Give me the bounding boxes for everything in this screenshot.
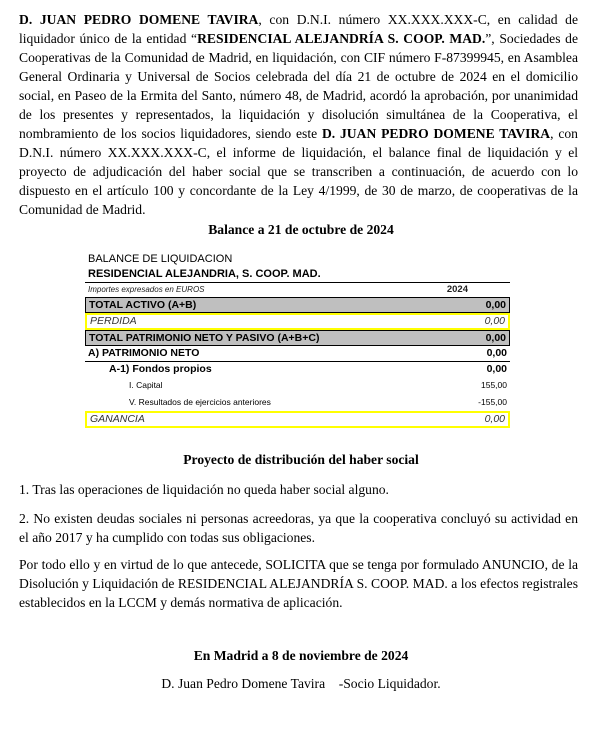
row-label: PERDIDA — [90, 315, 137, 327]
year-column-header: 2024 — [446, 284, 468, 295]
place-date: En Madrid a 8 de noviembre de 2024 — [193, 648, 409, 663]
balance-sheet-table — [85, 252, 510, 428]
row-label: V. Resultados de ejercicios anteriores — [129, 397, 271, 407]
paragraph-3: Por todo ello y en virtud de lo que antecede, SOLICITA que se tenga por formulado ANUNCIO, de la Disolución y Liquidación de RESIDENCIAL ALEJANDRÍA S. COOP. MAD. a los efectos registrales establecidos en la LCCM y demás normativa de aplicación. — [19, 557, 578, 610]
table-row — [85, 346, 510, 362]
row-label: GANANCIA — [90, 413, 145, 425]
signature-line: D. Juan Pedro Domene Tavira -Socio Liquidador. — [161, 676, 441, 691]
table-row — [85, 297, 510, 313]
row-label: TOTAL PATRIMONIO NETO Y PASIVO (A+B+C) — [89, 332, 320, 344]
currency-note: Importes expresados en EUROS — [88, 285, 205, 294]
row-value: 155,00 — [481, 380, 507, 390]
table-row — [85, 411, 510, 428]
balance-header-row — [85, 252, 510, 267]
row-value: 0,00 — [486, 363, 507, 375]
liquidator-name: D. JUAN PEDRO DOMENE TAVIRA — [19, 12, 259, 27]
balance-title: Balance a 21 de octubre de 2024 — [208, 222, 394, 237]
balance-header: BALANCE DE LIQUIDACION — [88, 253, 233, 265]
balance-entity: RESIDENCIAL ALEJANDRIA, S. COOP. MAD. — [88, 268, 321, 280]
row-label: I. Capital — [129, 380, 163, 390]
balance-subheader-row — [85, 282, 510, 297]
entity-name: RESIDENCIAL ALEJANDRÍA S. COOP. MAD. — [197, 31, 486, 46]
paragraph-1: 1. Tras las operaciones de liquidación no queda haber social alguno. — [19, 482, 389, 497]
row-value: 0,00 — [485, 332, 506, 344]
distribution-title: Proyecto de distribución del haber social — [183, 452, 419, 467]
liquidator-name-2: D. JUAN PEDRO DOMENE TAVIRA — [321, 126, 551, 141]
row-label: A-1) Fondos propios — [109, 363, 212, 375]
row-value: 0,00 — [486, 347, 507, 359]
table-row — [85, 362, 510, 377]
intro-text-1: , con D.N.I. número XX.XXX.XXX-C, en calidad de liquidador único de la entidad “ — [19, 12, 578, 46]
row-value: -155,00 — [478, 397, 507, 407]
table-row — [85, 313, 510, 330]
row-label: A) PATRIMONIO NETO — [88, 347, 200, 359]
intro-paragraph — [19, 10, 578, 219]
paragraph-2: 2. No existen deudas sociales ni personas acreedoras, ya que la cooperativa concluyó su actividad en el año 2017 y ha cumplido con todas sus obligaciones. — [19, 511, 578, 545]
row-label: TOTAL ACTIVO (A+B) — [89, 299, 197, 311]
intro-text-2: ”, Sociedades de Cooperativas de la Comunidad de Madrid, en liquidación, con CIF número F-87399945, en Asamblea General Ordinaria y Universal de Socios celebrada del día 21 de octubre de 2024 en el domicilio social, en Paseo de la Ermita del Santo, número 48, de Madrid, acordó la aprobación, por unanimidad de los presentes y representados, la liquidación y disolución simultánea de la Cooperativa, el nombramiento de los socios liquidadores, siendo este — [19, 31, 578, 141]
row-value: 0,00 — [485, 299, 506, 311]
table-row — [85, 377, 510, 394]
row-value: 0,00 — [484, 315, 505, 327]
row-value: 0,00 — [484, 413, 505, 425]
intro-text-3: , con D.N.I. número XX.XXX.XXX-C, el informe de liquidación, el balance final de liquidación y el proyecto de adjudicación del haber social que se transcriben a continuación, de acuerdo con lo dispuesto en el artículo 100 y concordante de la Ley 4/1999, de 30 de marzo, de cooperativas de la Comunidad de Madrid. — [19, 126, 578, 217]
table-row — [85, 394, 510, 411]
table-row — [85, 330, 510, 346]
balance-entity-row — [85, 267, 510, 282]
